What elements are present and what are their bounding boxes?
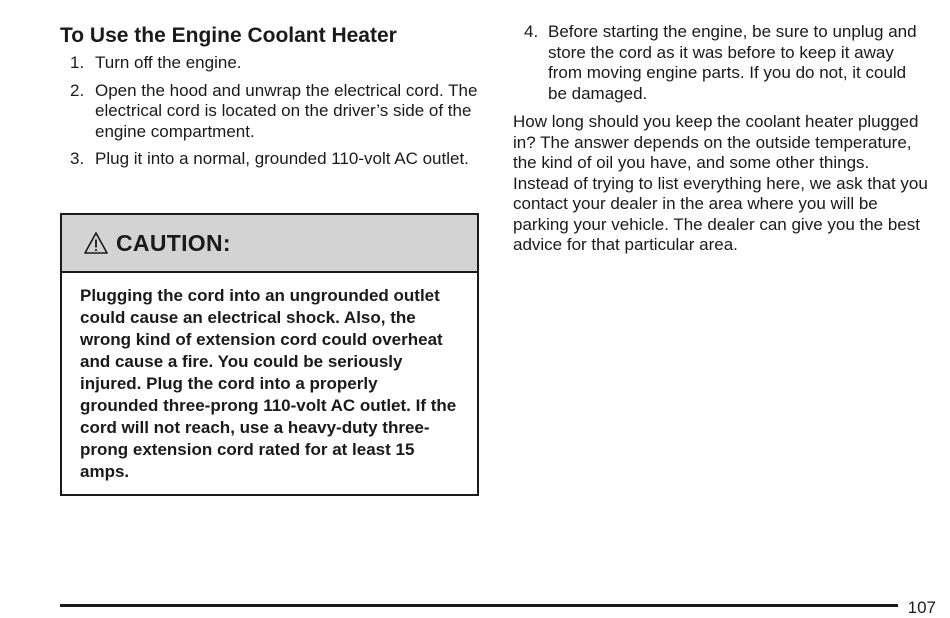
right-column [513,22,928,256]
step-text: Before starting the engine, be sure to unplug and store the cord as it was before to keep it away from moving engine parts. If you do not, it could be damaged. [548,22,917,103]
left-column [60,22,480,177]
step-text: Turn off the engine. [95,53,242,72]
steps-list-continued [513,22,928,104]
step-number: 1. [70,53,85,72]
caution-body: Plugging the cord into an ungrounded outlet could cause an electrical shock. Also, the wrong kind of extension cord could overheat and cause a fire. You could be seriously injured. Plug the cord into a properly grounded three-prong 110-volt AC outlet. If the cord will not reach, use a heavy-duty three-prong extension cord rated for at least 15 amps. [80,286,457,481]
caution-header [62,215,477,273]
step-text: Open the hood and unwrap the electrical cord. The electrical cord is located on the driver’s side of the engine compartment. [95,80,478,141]
caution-box [60,213,479,496]
section-heading: To Use the Engine Coolant Heater [60,24,397,47]
warning-triangle-icon [84,231,108,255]
footer-divider [60,604,898,607]
step-number: 3. [70,149,85,168]
list-item [60,53,480,74]
step-number: 2. [70,80,85,100]
step-number: 4. [524,22,539,41]
step-text: Plug it into a normal, grounded 110-volt AC outlet. [95,149,469,168]
steps-list [60,53,480,170]
list-item [60,149,480,170]
list-item [513,22,928,104]
page-number: 107 [907,598,936,617]
list-item [60,81,480,143]
body-paragraph: How long should you keep the coolant heater plugged in? The answer depends on the outside temperature, the kind of oil you have, and some other things. Instead of trying to list everything here, we ask that you contact your dealer in the area where you will be parking your vehicle. The dealer can give you the best advice for that particular area. [513,112,928,254]
caution-title: CAUTION: [116,229,231,256]
